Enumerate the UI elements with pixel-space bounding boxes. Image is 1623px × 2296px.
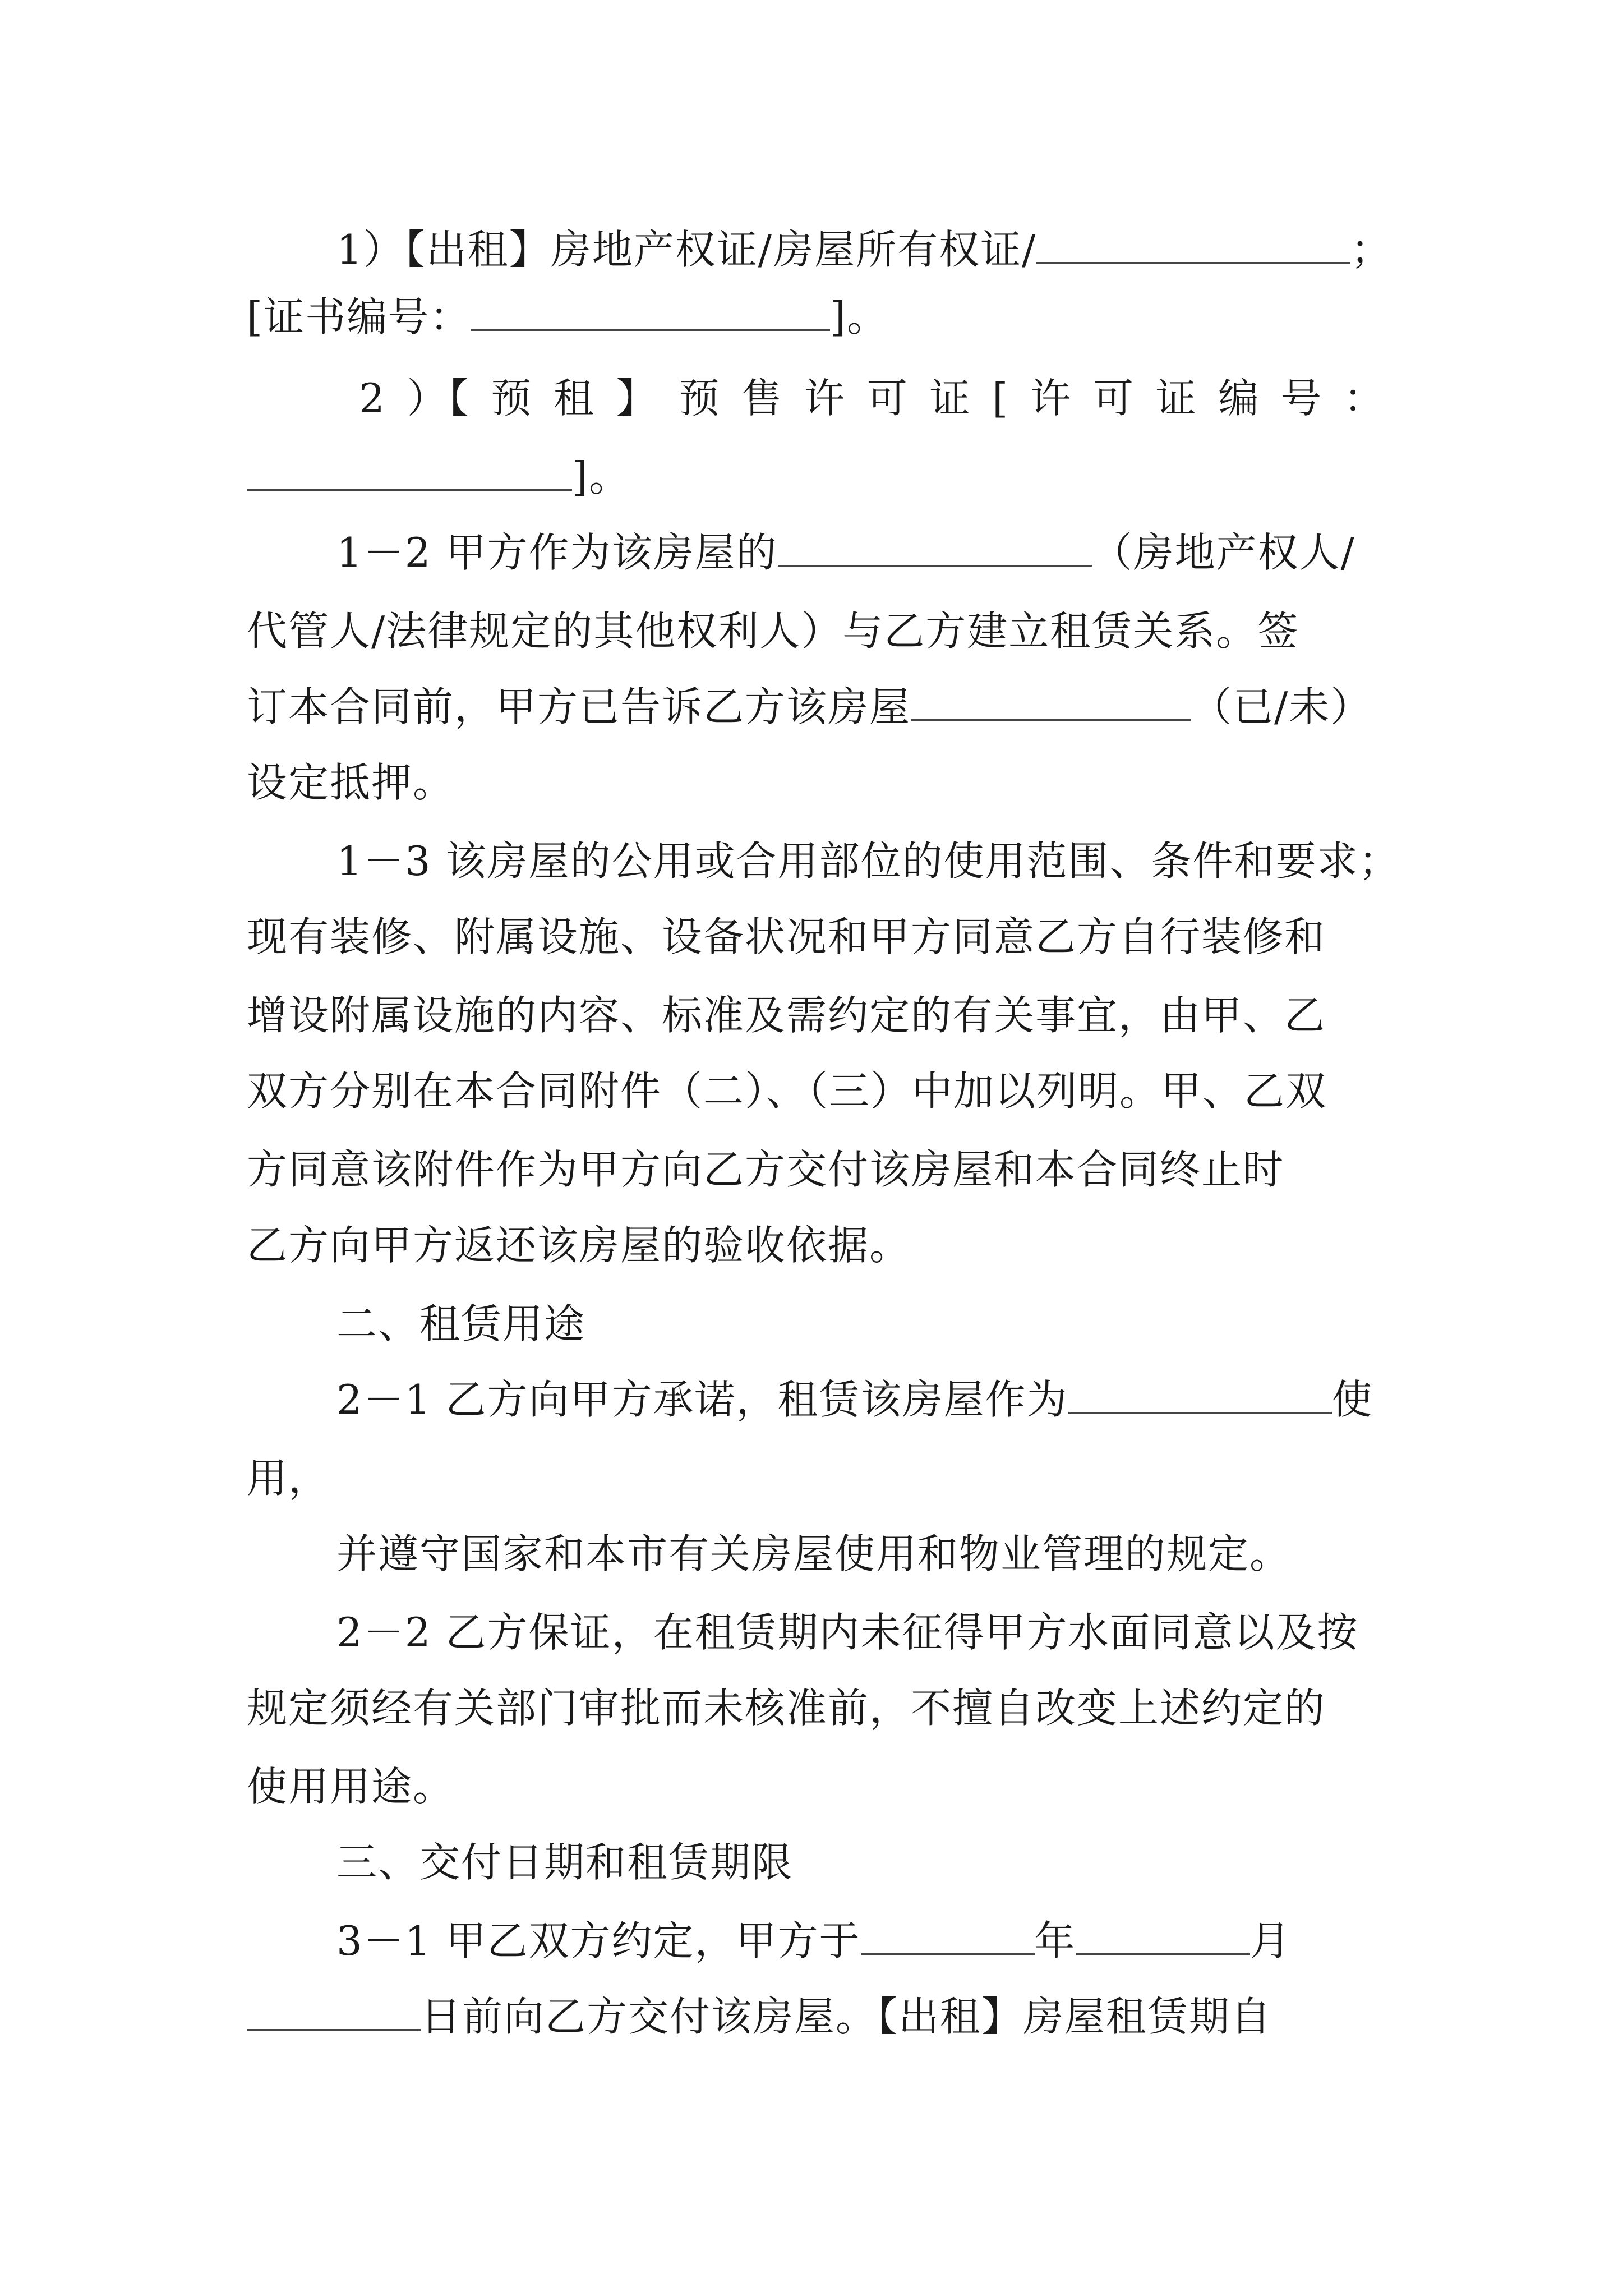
blank-field: [247, 1990, 421, 2031]
blank-field: [1068, 1373, 1332, 1414]
line-text: 年: [1034, 1917, 1076, 1964]
line-char: 证: [929, 375, 971, 422]
text-line-6: 代管人/法律规定的其他权利人）与乙方建立租赁关系。签: [247, 608, 1299, 655]
line-char: 许: [1030, 375, 1072, 422]
section-heading-2: 二、租赁用途: [336, 1300, 586, 1347]
section-heading-3: 三、交付日期和租赁期限: [336, 1839, 794, 1886]
line-char: 预: [679, 375, 721, 422]
line-text: 日前向乙方交付该房屋。【出租】房屋租赁期自: [421, 1993, 1272, 2040]
text-line-13: 方同意该附件作为甲方向乙方交付该房屋和本合同终止时: [247, 1146, 1285, 1193]
line-text: [证书编号：: [247, 293, 472, 341]
line-text: ]。: [830, 293, 889, 341]
text-line-19: 2－2 乙方保证，在租赁期内未征得甲方水面同意以及按: [336, 1609, 1359, 1656]
line-text: 1－2 甲方作为该房屋的: [336, 529, 778, 576]
blank-field: [471, 290, 830, 331]
text-line-8: 设定抵押。: [247, 759, 455, 806]
text-line-2: [247, 289, 1385, 345]
blank-field: [1036, 223, 1350, 264]
text-line-10: 现有装修、附属设施、设备状况和甲方同意乙方自行装修和: [247, 913, 1326, 960]
text-line-4: [247, 449, 1385, 505]
line-text: 月: [1249, 1917, 1292, 1964]
text-line-11: 增设附属设施的内容、标准及需约定的有关事宜，由甲、乙: [247, 992, 1326, 1039]
text-line-14: 乙方向甲方返还该房屋的验收依据。: [247, 1222, 911, 1269]
line-char: 】: [616, 375, 658, 422]
line-text: ]。: [572, 453, 631, 500]
text-line-20: 规定须经有关部门审批而未核准前，不擅自改变上述约定的: [247, 1685, 1326, 1732]
text-line-21: 使用用途。: [247, 1763, 455, 1810]
blank-field: [1076, 1914, 1250, 1955]
line-char: ）【: [407, 375, 470, 422]
blank-field: [911, 680, 1191, 721]
line-char: 售: [741, 375, 783, 422]
blank-field: [247, 450, 572, 491]
line-char: 号: [1281, 375, 1323, 422]
line-char: 证: [1155, 375, 1197, 422]
text-line-5: [336, 524, 1385, 581]
line-text: 2－1 乙方向甲方承诺，租赁该房屋作为: [336, 1376, 1068, 1423]
line-text: 1）【出租】房地产权证/房屋所有权证/: [336, 226, 1037, 273]
line-text: 3－1 甲乙双方约定，甲方于: [336, 1917, 861, 1964]
line-char: [: [992, 375, 1009, 422]
text-line-1: [336, 222, 1393, 278]
line-text: 订本合同前，甲方已告诉乙方该房屋: [247, 683, 911, 730]
line-text: 使: [1331, 1376, 1373, 1423]
text-line-9: 1－3 该房屋的公用或合用部位的使用范围、条件和要求；: [336, 838, 1400, 885]
text-line-18: 并遵守国家和本市有关房屋使用和物业管理的规定。: [336, 1530, 1292, 1577]
line-char: 租: [554, 375, 596, 422]
line-char: 编: [1218, 375, 1260, 422]
line-char: 许: [804, 375, 846, 422]
text-line-12: 双方分别在本合同附件（二）、（三）中加以列明。甲、乙双: [247, 1068, 1327, 1115]
line-text: （已/未）: [1191, 683, 1372, 730]
line-char: 2: [359, 375, 386, 422]
line-char: 可: [866, 375, 909, 422]
line-text: ；: [1350, 226, 1393, 273]
text-line-3: [359, 370, 1385, 426]
blank-field: [778, 526, 1092, 567]
text-line-17: 用，: [247, 1455, 330, 1502]
text-line-24: [247, 1989, 1385, 2045]
line-char: 预: [491, 375, 533, 422]
line-char: 可: [1092, 375, 1135, 422]
blank-field: [861, 1914, 1035, 1955]
text-line-23: [336, 1913, 1385, 1969]
text-line-7: [247, 679, 1385, 735]
text-line-16: [336, 1372, 1385, 1428]
line-text: （房地产权人/: [1091, 529, 1355, 576]
line-char: ：: [1343, 375, 1385, 422]
